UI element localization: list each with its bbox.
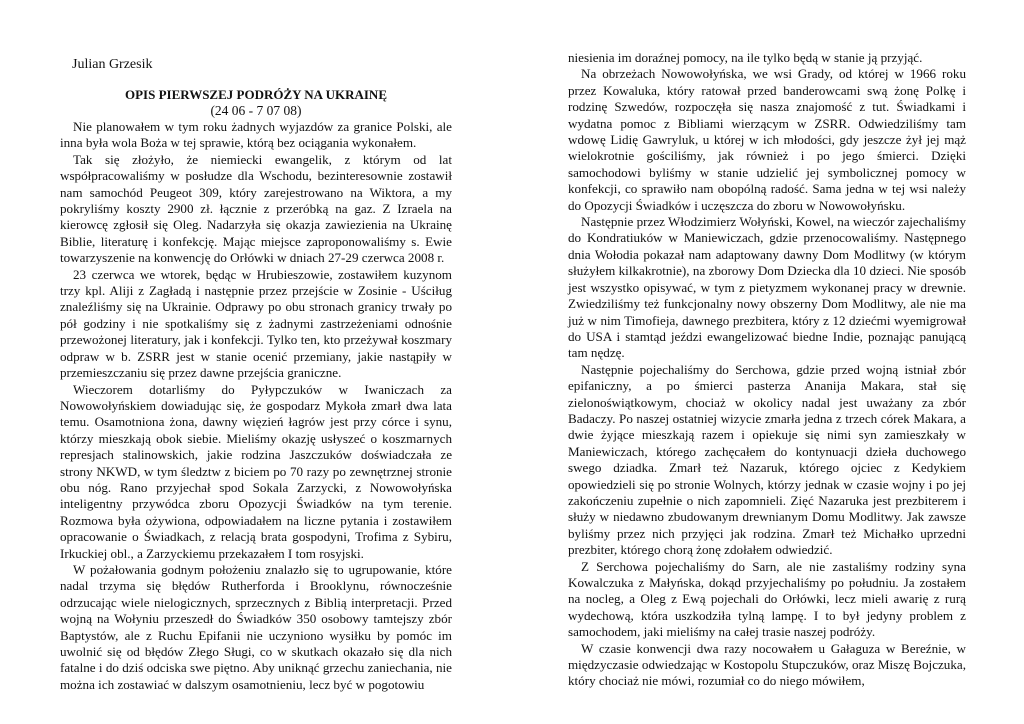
left-column xyxy=(60,48,452,693)
paragraph: W pożałowania godnym położeniu znalazło się to ugrupowanie, które nadal trzyma się błędów Rutherforda i Brooklynu, równocześnie odrzucając wiele nielogicznych, sprzecznych z Biblią interpretacji. Przed wojną na Wołyniu przeszedł do Świadków 350 osobowy tamtejszy zbór Baptystów, ale z Ruchu Epifanii nie uczyniono wysiłku by pomóc im uwolnić się od błędów Złego Sługi, co w skutkach okazało się dla nich fatalne i do dziś odciska swe piętno. Aby uniknąć grzechu zaniechania, nie można ich zostawiać w dalszym osamotnieniu, lecz być w pogotowiu xyxy=(60,561,452,692)
trip-dates: (24 06 - 7 07 08) xyxy=(210,103,302,118)
paragraph: Wieczorem dotarliśmy do Pyłypczuków w Iwaniczach za Nowowołyńskiem dowiadując się, że gospodarz Mykoła zmarł dwa lata temu. Osamotniona żona, dawny więzień łagrów jest przy córce i synu, którzy mieszkają obok siebie. Mieliśmy okazję usłyszeć o koszmarnych represjach stalinowskich, jakie rodzina Jaszczuków doświadczała ze strony NKWD, w tym śledztw z biciem po 70 razy po zewnętrznej stronie obu nóg. Rano przyjechał spod Sokala Zarzycki, z Nowowołyńska inteligentny przywódca zboru Opozycji Świadków na tym terenie. Rozmowa była ożywiona, odpowiadałem na liczne pytania i zostawiłem opracowanie o Świadkach, z relacją brata gospodyni, Trofima z Sybiru, Irkuckiej obl., a Zarzyckiemu przekazałem I tom rosyjski. xyxy=(60,381,452,561)
author-name: Julian Grzesik xyxy=(72,57,153,72)
paragraph-continued: niesienia im doraźnej pomocy, na ile tylko będą w stanie ją przyjąć. xyxy=(568,50,923,65)
paragraph: Na obrzeżach Nowowołyńska, we wsi Grady, od której w 1966 roku przez Kowaluka, który ratował przed banderowcami swą żonę Polkę i rodzinę Szwedów, rozpoczęła się nasza znajomość z tut. Świadkami i wydatna pomoc z Bibliami wierzącym w ZSRR. Odwiedziliśmy tam wdowę Lidię Gawryluk, u której w ich młodości, gdy jeszcze żył jej mąż wielokrotnie gościliśmy, jak również i po jego śmierci. Dzięki samochodowi byliśmy w stanie udzielić jej symbolicznej pomocy w konfekcji, co sprawiło nam obopólną radość. Sama jedna w tej wsi należy do Opozycji Świadków i uczęszcza do zboru w Nowowołyńsku. xyxy=(568,66,966,213)
paragraph: Następnie pojechaliśmy do Serchowa, gdzie przed wojną istniał zbór epifaniczny, a po śmierci pasterza Ananija Makara, stał się zielonoświątkowym, chociaż w okolicy nadal jest uważany za zbór Badaczy. Po naszej ostatniej wizycie zmarła jedna z trzech córek Makara, a dwie żyjące mieszkają razem i opiekuje się nimi syn zamieszkały w Maniewiczach, którego zachęcałem do kontynuacji dzieła duchowego swego dziadka. Zmarł też Nazaruk, którego ojciec z Kedykiem opowiedzieli się po stronie Wolnych, którzy jednak w czasie wojny i po jej zakończeniu zupełnie o nich zapomnieli. Zięć Nazaruka jest prezbiterem i służy w niedawno zbudowanym drewnianym Domu Modlitwy. Jak zawsze byliśmy przez nich przyjęci jak rodzina. Zmarł też Michałko uprzedni prezbiter, którego chorą żonę zdołałem odwiedzić. xyxy=(568,361,966,558)
paragraph: 23 czerwca we wtorek, będąc w Hrubieszowie, zostawiłem kuzynom trzy kpl. Aliji z Zagładą i następnie przez przejście w Zosinie - Uściług znaleźliśmy się na Ukrainie. Odprawy po obu stronach granicy trwały po pół godziny i nie spotkaliśmy się z żadnymi zastrzeżeniami odnośnie przewożonej literatury, jak i konfekcji. Tylko ten, kto przeżywał koszmary odpraw w b. ZSRR jest w stanie ocenić przemiany, jakie nastąpiły w przemieszczaniu się przez dawne przejścia graniczne. xyxy=(60,266,452,381)
paragraph: W czasie konwencji dwa razy nocowałem u Gałaguza w Bereźnie, w międzyczasie odwiedzając w Kostopolu Stupczuków, oraz Miszę Bojczuka, który chociaż nie mówi, rozumiał co do niego mówiłem, xyxy=(568,640,966,689)
right-column xyxy=(568,50,966,690)
paragraph: Nie planowałem w tym roku żadnych wyjazdów za granice Polski, ale inna była wola Boża w tej sprawie, którą bez ociągania wykonałem. xyxy=(60,119,452,151)
paragraph: Następnie przez Włodzimierz Wołyński, Kowel, na wieczór zajechaliśmy do Kondratiuków w Maniewiczach, gdzie przenocowaliśmy. Następnego dnia Wołodia pokazał nam adaptowany dawny Dom Modlitwy (w którym służyłem kilkakrotnie), na zborowy Dom Dziecka dla 10 dzieci. Nie sposób jest wszystko opisywać, w tym z pietyzmem wykonanej pracy w drewnie. Zwiedziliśmy też funkcjonalny nowy obszerny Dom Modlitwy, ale nie ma już w nim Timofieja, dawnego prezbitera, który z 12 dziećmi wyemigrował do USA i stamtąd jeździ ewangelizować biedne Indie, poznając panującą tam nędzę. xyxy=(568,214,966,361)
paragraph: Tak się złożyło, że niemiecki ewangelik, z którym od lat współpracowaliśmy w posłudze dla Wschodu, bezinteresownie zostawił nam samochód Peugeot 309, który zarejestrowano na Wiktora, a my pokryliśmy koszty 2900 zł. łącznie z przeróbką na gaz. Z Izraela na kierowcę zgłosił się Oleg. Nadarzyła się okazja zawiezienia na Ukrainę Biblie, literaturę i konfekcję. Mając miejsce zaproponowaliśmy s. Ewie towarzyszenie na konwencję do Orłówki w dniach 27-29 czerwca 2008 r. xyxy=(60,151,452,266)
paragraph: Z Serchowa pojechaliśmy do Sarn, ale nie zastaliśmy rodziny syna Kowalczuka z Małyńska, dokąd przyjechaliśmy po południu. Ja zostałem na nocleg, a Oleg z Ewą pojechali do Orłówki, lecz mieli awarię z rurą wydechową, która uszkodziła tylną lampę. I to był jedyny problem z samochodem, jaki mieliśmy na całej trasie naszej podróży. xyxy=(568,558,966,640)
document-title: OPIS PIERWSZEJ PODRÓŻY NA UKRAINĘ xyxy=(125,87,387,102)
